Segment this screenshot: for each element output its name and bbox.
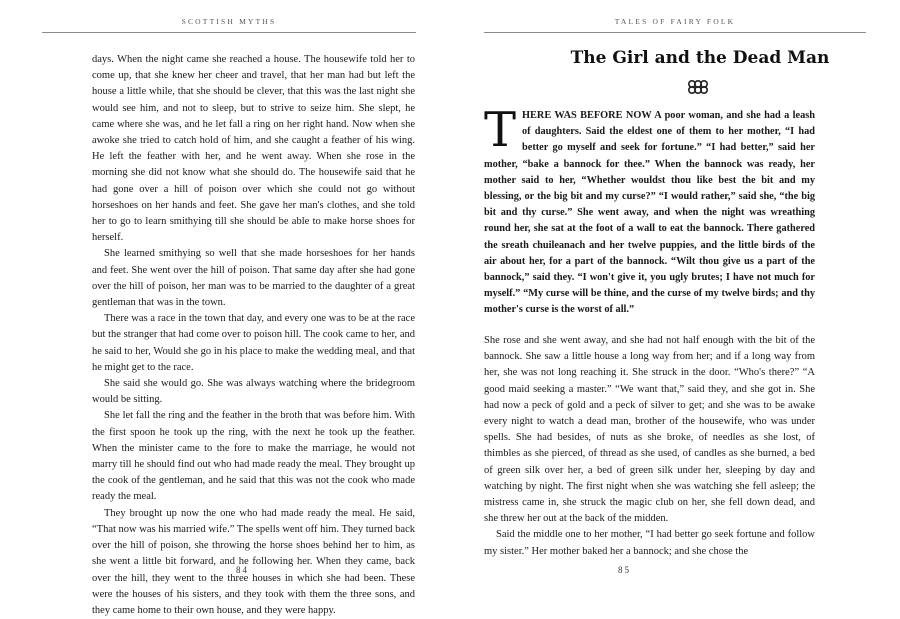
- celtic-knot-ornament-icon: [686, 79, 710, 95]
- right-body-text: [484, 333, 815, 560]
- left-paragraph-5: She let fall the ring and the feather in the broth that was before him. With the first spoon he took up the ring, with the next he took up the feather. When the minister came to the fore to make the marriage, he would not marry till he should find out who had made ready the meal. They brought up the cook of the gentleman, and he said that this was not the cook who made ready the meal.: [92, 410, 415, 503]
- right-running-head: TALES OF FAIRY FOLK: [484, 16, 866, 33]
- left-paragraph-4: She said she would go. She was always watching where the bridegroom would be sitting.: [92, 378, 415, 406]
- left-page: [0, 0, 450, 616]
- left-page-number: 84: [236, 565, 249, 575]
- right-paragraph-2: Said the middle one to her mother, “I had better go seek fortune and follow my sister.” Her mother baked her a bannock; and she chose the: [484, 529, 815, 557]
- left-paragraph-3: There was a race in the town that day, and every one was to be at the race but the stranger that had come over to poison hill. The cook came to her, and he said to her, Would she go in his place to make the wedding meal, and that he might get to the race.: [92, 313, 415, 373]
- right-paragraph-1: She rose and she went away, and she had not half enough with the bit of the bannock. She saw a little house a long way from her; and if a long way from her, she was not long reaching it. She struck in the door. “Who's there?” “A good maid seeking a master.” “We want that,” said they, and she got in. She had now a peck of gold and a peck of silver to get; and she was to be awake every night to watch a dead man, brother of the housewife, who was under spells. She had besides, of nuts as she broke, of needles as she lost, of thimbles as she pierced, of thread as she used, of candles as she burned, a bed of green silk over her, a bed of green silk under her, sleeping by day and watching by night. The first night when she was watching she fell asleep; the mistress came in, she struck the magic club on her, she fell down dead, and she threw her out at the back of the midden.: [484, 335, 815, 525]
- intro-rest: poor woman, and she had a leash of daughters. Said the eldest one of them to her mother, “I had better go myself and seek for fortune.” “I had better,” said her mother, “bake a bannock for thee.” When the bannock was ready, her mother said to her, “Whether wouldst thou like best the bit and my blessing, or the big bit and my curse?” “I would rather,” said she, “the big bit and thy curse.” She went away, and when the night was wreathing round her, she sat at the foot of a wall to eat the bannock. There gathered the sreath chuileanach and her twelve puppies, and the little birds of the air about her, for a part of the bannock. “Wilt thou give us a part of the bannock,” said they. “I won't give it, you ugly brutes; I have not much for myself.” “My curse will be thine, and the curse of my twelve birds; and thy mother's curse is the worst of all.”: [484, 110, 815, 316]
- left-paragraph-2: She learned smithying so well that she made horseshoes for her hands and feet. She went over the hill of poison. That same day after she had gone over the hill of poison, her man was to be married to the daughter of a great gentleman that was in the town.: [92, 248, 415, 309]
- drop-cap: T: [484, 102, 517, 158]
- left-running-head: SCOTTISH MYTHS: [42, 16, 416, 33]
- left-paragraph-6: They brought up now the one who had made ready the meal. He said, “That now was his married wife.” The spells went off him. They turned back over the hill of poison, she throwing the horse shoes behind her to him, as she went a little bit forward, and he following her. When they came, back over the hill, they went to the three houses in which she had been. These were the houses of his sisters, and they took with them the three sons, and they came home to their own house, and they were happy.: [92, 507, 415, 616]
- left-body-text: [92, 52, 415, 619]
- story-title: The Girl and the Dead Man: [570, 48, 830, 68]
- intro-lead: HERE WAS BEFORE NOW A: [522, 110, 662, 121]
- left-paragraph-1: days. When the night came she reached a house. The housewife told her to come up, that she knew her cheer and travel, that her man had but left the house a little while, that she should be clever, that this was the last night she would see him, and not to sleep, but to strive to seize him. She slept, he came where she was, and he let fall a ring on her right hand. Now when she awoke she tried to catch hold of him, and she caught a feather of his wing. He left the feather with her, and he went away. When she rose in the morning she did not know what she should do. The housewife said that he had gone over a hill of poison over which she could not go without horseshoes on her hands and feet. She gave her man's clothes, and she told her to go to learn smithying till she should be able to make horse shoes for herself.: [92, 54, 415, 244]
- story-intro: [484, 102, 815, 319]
- right-page: [450, 0, 900, 600]
- right-page-number: 85: [618, 565, 631, 575]
